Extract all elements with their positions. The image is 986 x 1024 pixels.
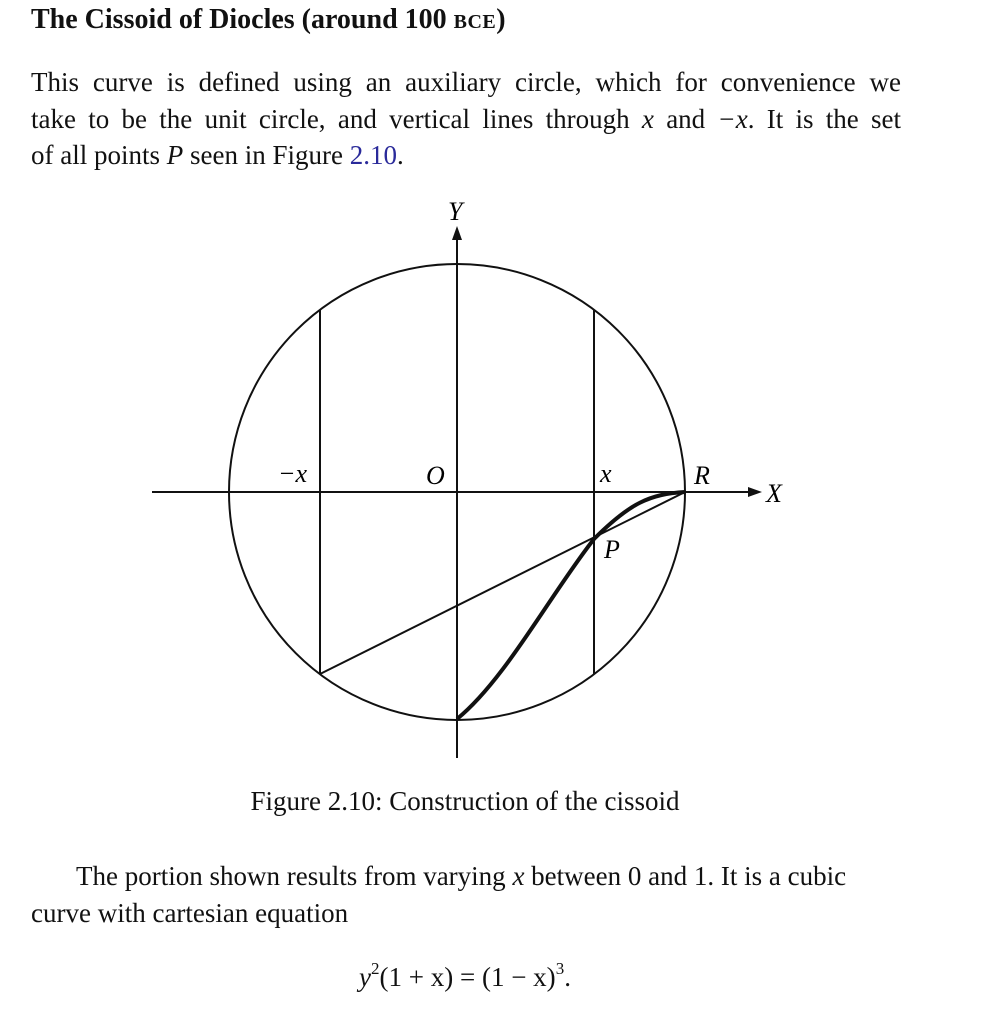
intro-line-3: [31, 137, 901, 174]
cissoid-curve: [457, 492, 685, 719]
label-x: x: [600, 459, 612, 488]
eq-cube: 3: [555, 959, 565, 978]
label-p: P: [604, 535, 620, 564]
label-x-axis: X: [766, 479, 782, 508]
intro-text: . It is the set: [747, 103, 902, 134]
figure-caption: Figure 2.10: Construction of the cissoid: [250, 786, 680, 816]
eq-body: (1 + x) = (1 − x): [379, 962, 556, 992]
intro-line-1: This curve is defined using an auxiliary circle, which for convenience we: [31, 67, 901, 97]
eq-y: y: [359, 962, 372, 992]
intro-line-2: [31, 101, 901, 138]
para2-line-2: curve with cartesian equation: [31, 897, 349, 928]
intro-text: and: [666, 103, 706, 134]
cartesian-equation: [0, 959, 930, 993]
cissoid-figure: [0, 190, 986, 770]
intro-paragraph: [31, 64, 901, 174]
math-p: P: [166, 140, 184, 170]
heading-close: ): [496, 4, 506, 35]
math-neg-x: −x: [717, 103, 748, 134]
heading-era: BCE: [453, 11, 497, 33]
body-paragraph: [31, 858, 901, 931]
math-x: x: [641, 103, 654, 134]
intro-text: seen in Figure: [190, 140, 343, 170]
eq-square: 2: [371, 959, 380, 978]
label-origin: O: [426, 461, 445, 490]
para2-text: The portion shown results from varying: [76, 861, 506, 891]
intro-text: take to be the unit circle, and vertical lines through: [31, 103, 630, 134]
section-heading: [31, 4, 506, 36]
label-r: R: [694, 461, 710, 490]
label-y-axis: Y: [448, 197, 463, 226]
para2-text: between 0 and 1. It is a cubic: [531, 861, 847, 891]
x-axis-arrow-icon: [748, 487, 762, 497]
math-x: x: [512, 861, 525, 891]
figure-reference-link[interactable]: 2.10: [349, 140, 397, 170]
para2-line-1: [31, 858, 901, 895]
eq-end: .: [564, 962, 571, 992]
label-neg-x: −x: [278, 459, 308, 488]
heading-title: The Cissoid of Diocles (around 100: [31, 4, 447, 35]
intro-text: of all points: [31, 140, 160, 170]
intro-text: .: [396, 140, 404, 170]
y-axis-arrow-icon: [452, 226, 462, 240]
secant-line: [320, 492, 685, 674]
